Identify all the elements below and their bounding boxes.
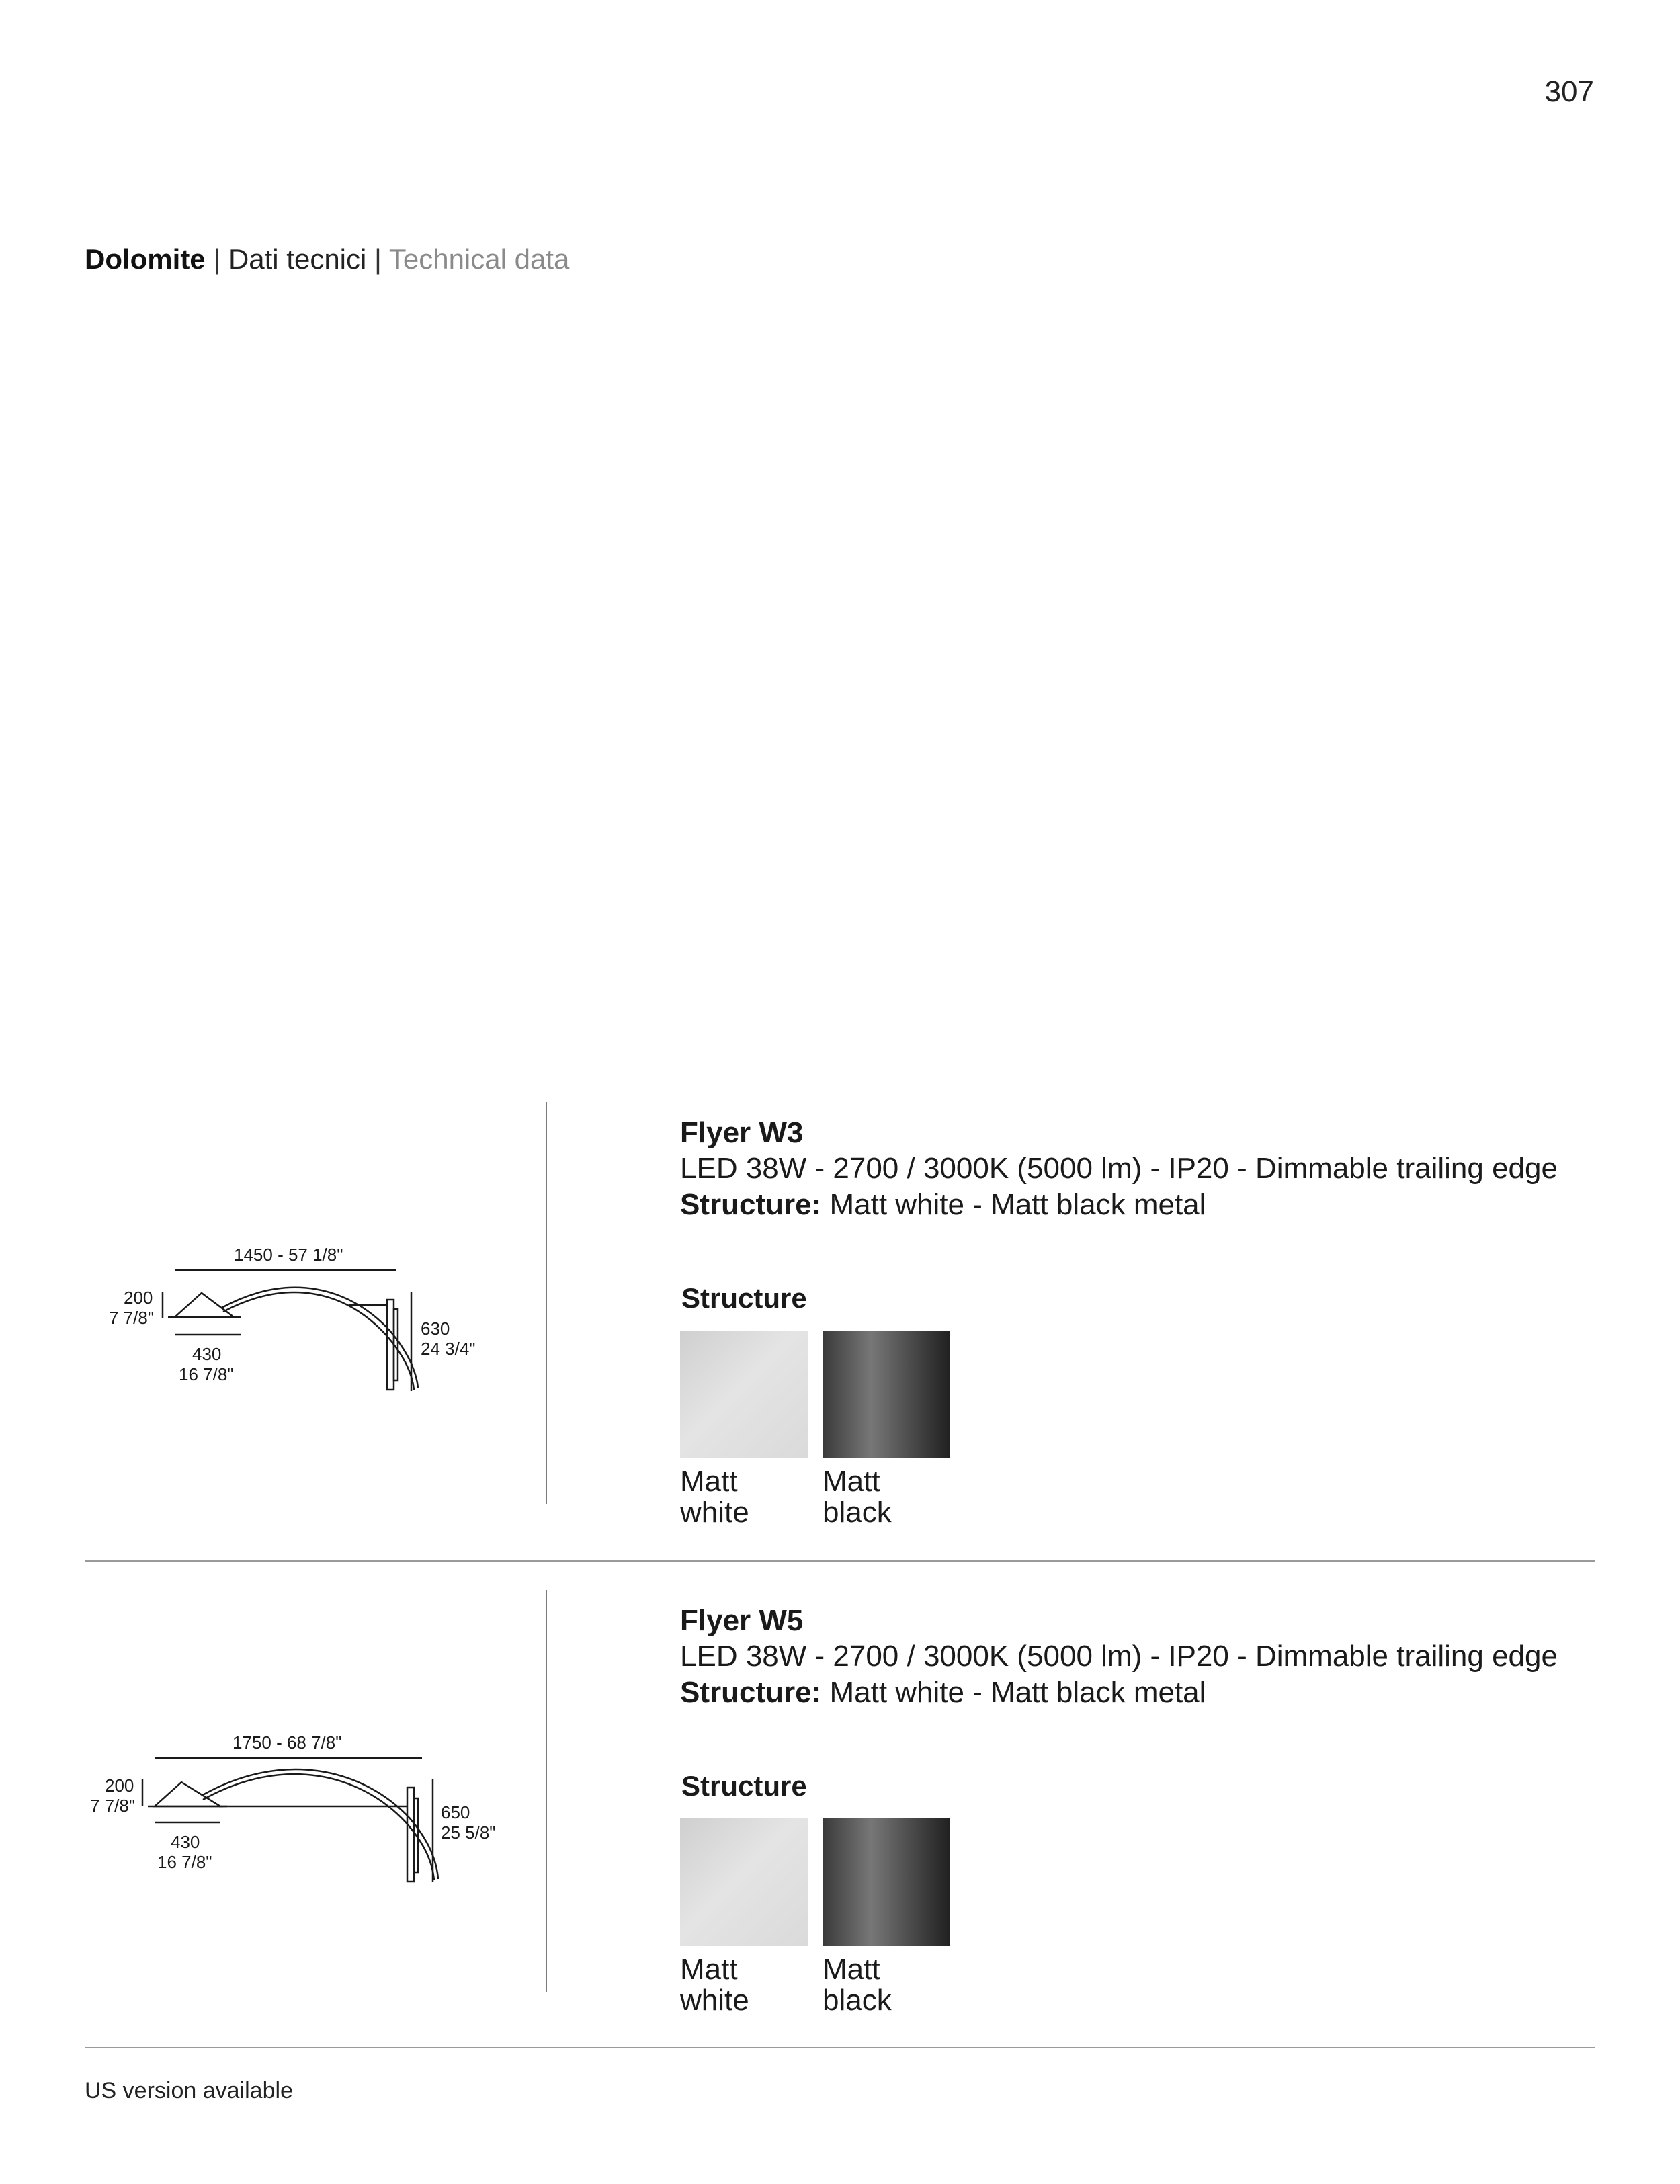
swatch-label-matt-white bbox=[680, 1954, 814, 2016]
structure-value: Matt white - Matt black metal bbox=[829, 1676, 1206, 1709]
swatch-matt-white bbox=[680, 1331, 808, 1458]
product-structure bbox=[680, 1675, 1621, 1711]
swatch-matt-black bbox=[823, 1331, 950, 1458]
swatch-label-line: Matt bbox=[823, 1465, 880, 1498]
product-name: Flyer W3 bbox=[680, 1116, 804, 1149]
footer-note: US version available bbox=[85, 2078, 293, 2103]
height-in: 25 5/8" bbox=[441, 1822, 496, 1843]
shade-diameter-in: 16 7/8" bbox=[179, 1364, 234, 1384]
title-separator: | bbox=[213, 243, 221, 275]
shade-height-in: 7 7/8" bbox=[90, 1796, 136, 1816]
swatch-matt-black bbox=[823, 1818, 950, 1946]
section-divider bbox=[85, 2047, 1595, 2048]
product-info bbox=[680, 1603, 1621, 2017]
technical-drawing bbox=[67, 1116, 524, 1384]
brand-name: Dolomite bbox=[85, 243, 206, 275]
structure-label: Structure: bbox=[680, 1676, 822, 1709]
page-number: 307 bbox=[1544, 75, 1594, 108]
title-english: Technical data bbox=[388, 243, 570, 275]
swatch-label-line: black bbox=[823, 1984, 892, 2017]
page-title bbox=[85, 243, 569, 276]
shade-height-in: 7 7/8" bbox=[109, 1308, 155, 1328]
product-name: Flyer W5 bbox=[680, 1604, 804, 1637]
shade-height-mm: 200 bbox=[124, 1288, 153, 1308]
technical-drawing bbox=[67, 1603, 524, 1872]
height-mm: 630 bbox=[421, 1318, 450, 1339]
product-flyer-w3 bbox=[0, 1116, 1680, 1532]
height-mm: 650 bbox=[441, 1802, 470, 1822]
swatch-section-title: Structure bbox=[681, 1282, 807, 1314]
swatch-label-line: white bbox=[680, 1984, 749, 2017]
column-divider bbox=[546, 1102, 547, 1504]
swatch-label-line: white bbox=[680, 1496, 749, 1529]
swatch-label-line: Matt bbox=[680, 1465, 738, 1498]
product-spec: LED 38W - 2700 / 3000K (5000 lm) - IP20 - Dimmable trailing edge bbox=[680, 1640, 1558, 1673]
product-flyer-w5 bbox=[0, 1603, 1680, 2020]
swatch-label-matt-white bbox=[680, 1466, 814, 1528]
section-divider bbox=[85, 1560, 1595, 1562]
structure-value: Matt white - Matt black metal bbox=[829, 1188, 1206, 1221]
shade-diameter-in: 16 7/8" bbox=[157, 1852, 212, 1872]
swatch-label-line: black bbox=[823, 1496, 892, 1529]
shade-diameter-mm: 430 bbox=[192, 1344, 222, 1364]
swatch-matt-white bbox=[680, 1818, 808, 1946]
shade-height-mm: 200 bbox=[105, 1775, 134, 1796]
title-separator: | bbox=[374, 243, 382, 275]
product-structure bbox=[680, 1187, 1621, 1223]
swatch-label-line: Matt bbox=[680, 1953, 738, 1986]
swatch-label-matt-black bbox=[823, 1954, 957, 2016]
height-in: 24 3/4" bbox=[421, 1339, 476, 1359]
length-dimension: 1750 - 68 7/8" bbox=[233, 1732, 342, 1753]
title-italian: Dati tecnici bbox=[228, 243, 367, 275]
product-spec: LED 38W - 2700 / 3000K (5000 lm) - IP20 - Dimmable trailing edge bbox=[680, 1152, 1558, 1185]
length-dimension: 1450 - 57 1/8" bbox=[234, 1245, 343, 1265]
structure-label: Structure: bbox=[680, 1188, 822, 1221]
lamp-outline-drawing bbox=[67, 1603, 524, 1805]
product-info bbox=[680, 1116, 1621, 1529]
lamp-outline-drawing bbox=[67, 1116, 524, 1317]
swatch-label-line: Matt bbox=[823, 1953, 880, 1986]
swatch-section-title: Structure bbox=[681, 1770, 807, 1802]
swatch-label-matt-black bbox=[823, 1466, 957, 1528]
shade-diameter-mm: 430 bbox=[171, 1832, 200, 1852]
column-divider bbox=[546, 1590, 547, 1992]
